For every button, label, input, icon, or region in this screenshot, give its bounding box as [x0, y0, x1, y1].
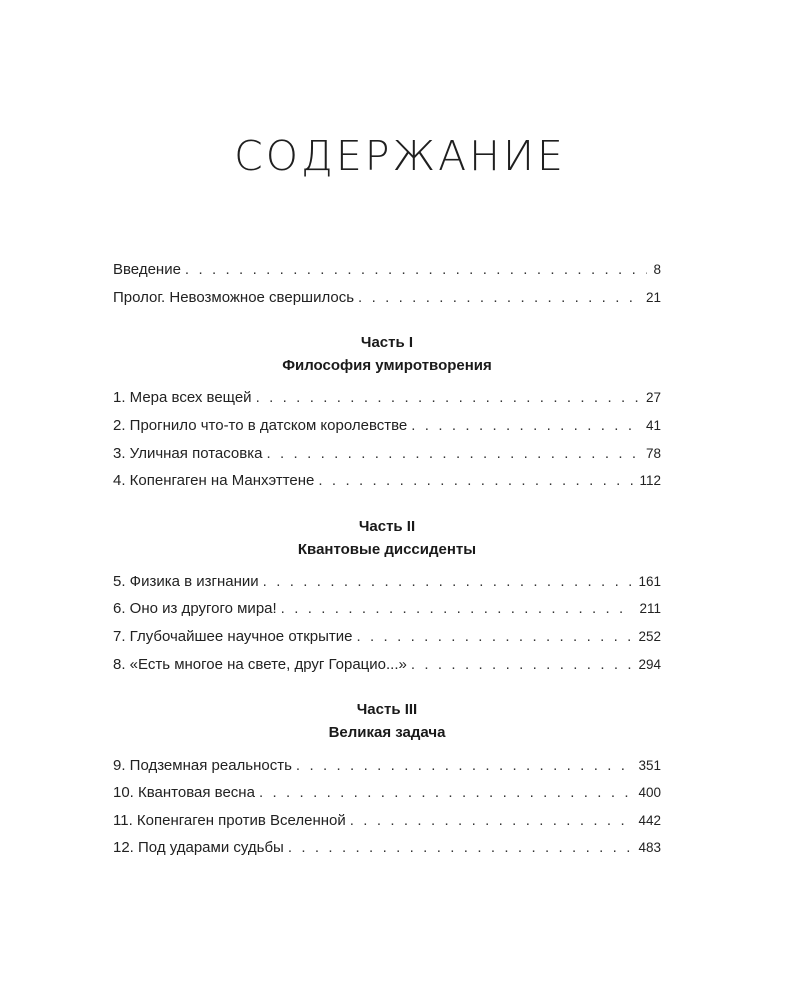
entry-label: 12. Под ударами судьбы [113, 839, 284, 856]
dot-leader [411, 654, 633, 676]
toc-entry-chapter[interactable] [113, 571, 661, 593]
entry-label: 9. Подземная реальность [113, 757, 292, 774]
entry-page-number: 161 [638, 574, 661, 589]
entry-page-number: 483 [638, 840, 661, 855]
toc-entry-chapter[interactable] [113, 654, 661, 676]
dot-leader [356, 626, 632, 648]
toc-entry-chapter[interactable] [113, 810, 661, 832]
dot-leader [185, 259, 648, 281]
part-title: Великая задача [328, 724, 446, 741]
part-title: Философия умиротворения [282, 357, 492, 374]
entry-label: Пролог. Невозможное свершилось [113, 289, 355, 306]
dot-leader [266, 443, 640, 465]
toc-entry-chapter[interactable] [113, 598, 661, 620]
dot-leader [288, 837, 633, 859]
toc-entry-chapter[interactable] [113, 470, 661, 492]
entry-page-number: 27 [645, 390, 661, 405]
dot-leader [281, 598, 634, 620]
toc-entry-introduction[interactable] [113, 259, 661, 281]
entry-page-number: 252 [638, 629, 661, 644]
entry-label: 7. Глубочайшее научное открытие [113, 628, 353, 645]
toc-entry-chapter[interactable] [113, 443, 661, 465]
dot-leader [256, 387, 640, 409]
toc-entry-chapter[interactable] [113, 626, 661, 648]
dot-leader [411, 415, 640, 437]
toc-entry-chapter[interactable] [113, 387, 661, 409]
part-label: Часть III [356, 701, 418, 718]
entry-label: 6. Оно из другого мира! [113, 600, 277, 617]
dot-leader [263, 571, 633, 593]
part-label: Часть II [358, 518, 416, 535]
toc-entry-chapter[interactable] [113, 782, 661, 804]
entry-label: 8. «Есть многое на свете, друг Горацио...» [113, 656, 407, 673]
entry-page-number: 8 [653, 262, 661, 277]
entry-page-number: 78 [645, 446, 661, 461]
entry-page-number: 21 [645, 290, 661, 305]
entry-label: 5. Физика в изгнании [113, 573, 259, 590]
entry-label: 1. Мера всех вещей [113, 389, 252, 406]
dot-leader [259, 782, 633, 804]
entry-page-number: 442 [638, 813, 661, 828]
entry-label: 11. Копенгаген против Вселенной [113, 812, 346, 829]
dot-leader [296, 755, 633, 777]
toc-entry-chapter[interactable] [113, 837, 661, 859]
entry-page-number: 294 [638, 657, 661, 672]
part-title: Квантовые диссиденты [297, 541, 477, 558]
toc-entry-chapter[interactable] [113, 755, 661, 777]
entry-page-number: 351 [638, 758, 661, 773]
toc-entry-prologue[interactable] [113, 287, 661, 309]
dot-leader [358, 287, 640, 309]
entry-page-number: 41 [645, 418, 661, 433]
dot-leader [318, 470, 633, 492]
toc-heading: СОДЕРЖАНИЕ [234, 132, 566, 180]
entry-label: Введение [113, 261, 181, 278]
entry-label: 4. Копенгаген на Манхэттене [113, 472, 315, 489]
entry-page-number: 400 [638, 785, 661, 800]
entry-label: 10. Квантовая весна [113, 784, 255, 801]
entry-page-number: 211 [639, 601, 661, 616]
part-label: Часть I [360, 334, 414, 351]
toc-entry-chapter[interactable] [113, 415, 661, 437]
entry-label: 3. Уличная потасовка [113, 445, 263, 462]
entry-page-number: 112 [639, 473, 661, 488]
dot-leader [350, 810, 633, 832]
entry-label: 2. Прогнило что-то в датском королевстве [113, 417, 408, 434]
